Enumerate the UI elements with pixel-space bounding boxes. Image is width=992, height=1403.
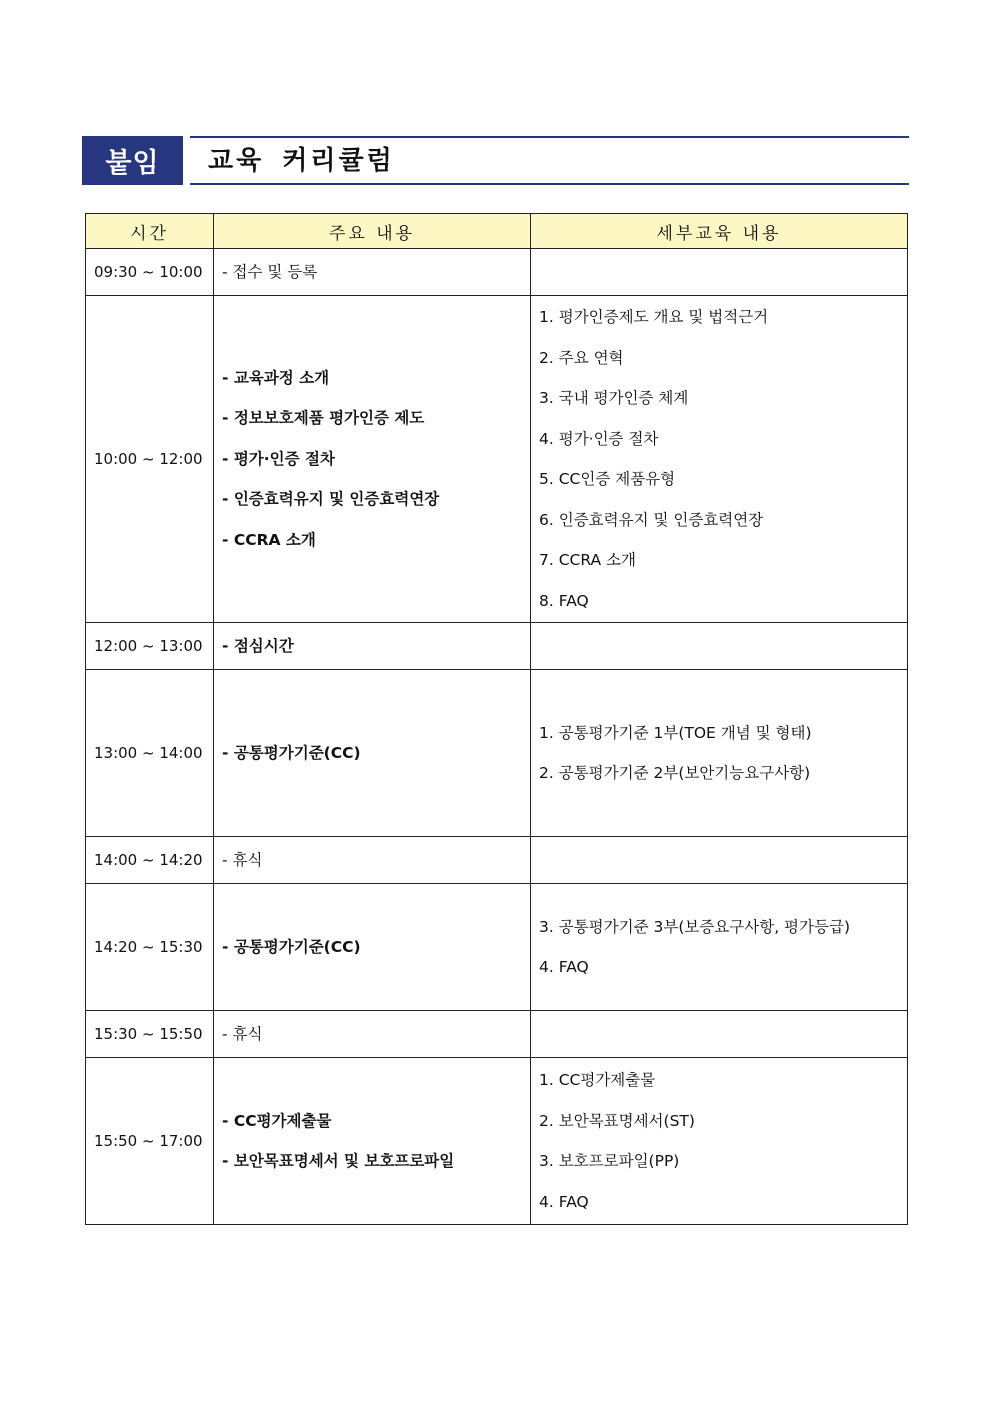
attachment-badge: 붙임 [82,136,183,185]
main-content-item: - 교육과정 소개 [222,368,330,387]
table-row [86,884,908,1011]
main-content-item: - 공통평가기준(CC) [222,743,361,762]
detail-item: 3. 보호프로파일(PP) [539,1152,680,1170]
detail-content-cell [531,1011,908,1058]
time-cell: 12:00 ~ 13:00 [86,623,214,670]
main-content-cell [214,670,531,837]
column-header-details: 세부교육 내용 [531,214,908,249]
main-content-item: - 점심시간 [222,636,294,655]
page-title: 교육 커리큘럼 [208,146,395,176]
detail-item: 3. 공통평가기준 3부(보증요구사항, 평가등급) [539,917,850,936]
table-header-row [86,214,908,249]
detail-item: 1. 평가인증제도 개요 및 법적근거 [539,308,769,326]
detail-item: 5. CC인증 제품유형 [539,470,676,488]
table-row [86,1058,908,1225]
detail-content-cell [531,249,908,296]
main-content-cell [214,623,531,670]
main-content-cell [214,837,531,884]
time-cell: 15:30 ~ 15:50 [86,1011,214,1058]
table-row [86,249,908,296]
main-content-cell [214,884,531,1011]
main-content-cell [214,1011,531,1058]
main-content-item: - 보안목표명세서 및 보호프로파일 [222,1152,455,1170]
table-row [86,623,908,670]
main-content-item: - 정보보호제품 평가인증 제도 [222,409,425,428]
main-content-item: - 공통평가기준(CC) [222,937,361,956]
detail-item: 6. 인증효력유지 및 인증효력연장 [539,510,764,529]
detail-item: 8. FAQ [539,591,589,610]
detail-item: 1. 공통평가기준 1부(TOE 개념 및 형태) [539,723,812,742]
column-header-main: 주요 내용 [214,214,531,249]
detail-item: 4. FAQ [539,958,589,976]
main-content-cell [214,1058,531,1225]
table-row [86,670,908,837]
time-cell: 14:20 ~ 15:30 [86,884,214,1011]
detail-item: 3. 국내 평가인증 체계 [539,389,689,407]
detail-item: 2. 보안목표명세서(ST) [539,1111,695,1130]
detail-item: 4. 평가·인증 절차 [539,429,659,448]
detail-item: 2. 공통평가기준 2부(보안기능요구사항) [539,764,811,782]
detail-content-cell [531,884,908,1011]
main-content-item: - 인증효력유지 및 인증효력연장 [222,490,440,509]
time-cell: 15:50 ~ 17:00 [86,1058,214,1225]
detail-content-cell [531,670,908,837]
main-content-item: - 평가·인증 절차 [222,449,335,468]
detail-item: 7. CCRA 소개 [539,551,636,569]
main-content-item: - 휴식 [222,850,263,869]
detail-item: 1. CC평가제출물 [539,1071,656,1089]
detail-content-cell [531,837,908,884]
detail-item: 2. 주요 연혁 [539,348,624,367]
column-header-time: 시간 [86,214,214,249]
detail-content-cell [531,623,908,670]
time-cell: 10:00 ~ 12:00 [86,296,214,623]
title-bar [82,136,909,186]
detail-item: 4. FAQ [539,1192,589,1211]
time-cell: 13:00 ~ 14:00 [86,670,214,837]
table-row [86,1011,908,1058]
main-content-item: - 휴식 [222,1024,263,1043]
main-content-cell [214,296,531,623]
main-content-cell [214,249,531,296]
table-row [86,296,908,623]
table-row [86,837,908,884]
time-cell: 14:00 ~ 14:20 [86,837,214,884]
title-rule-top [190,136,909,138]
detail-content-cell [531,1058,908,1225]
detail-content-cell [531,296,908,623]
time-cell: 09:30 ~ 10:00 [86,249,214,296]
main-content-item: - CC평가제출물 [222,1111,332,1130]
main-content-item: - CCRA 소개 [222,530,316,549]
curriculum-table [85,213,908,1225]
main-content-item: - 접수 및 등록 [222,262,318,281]
title-rule-bottom [190,183,909,185]
